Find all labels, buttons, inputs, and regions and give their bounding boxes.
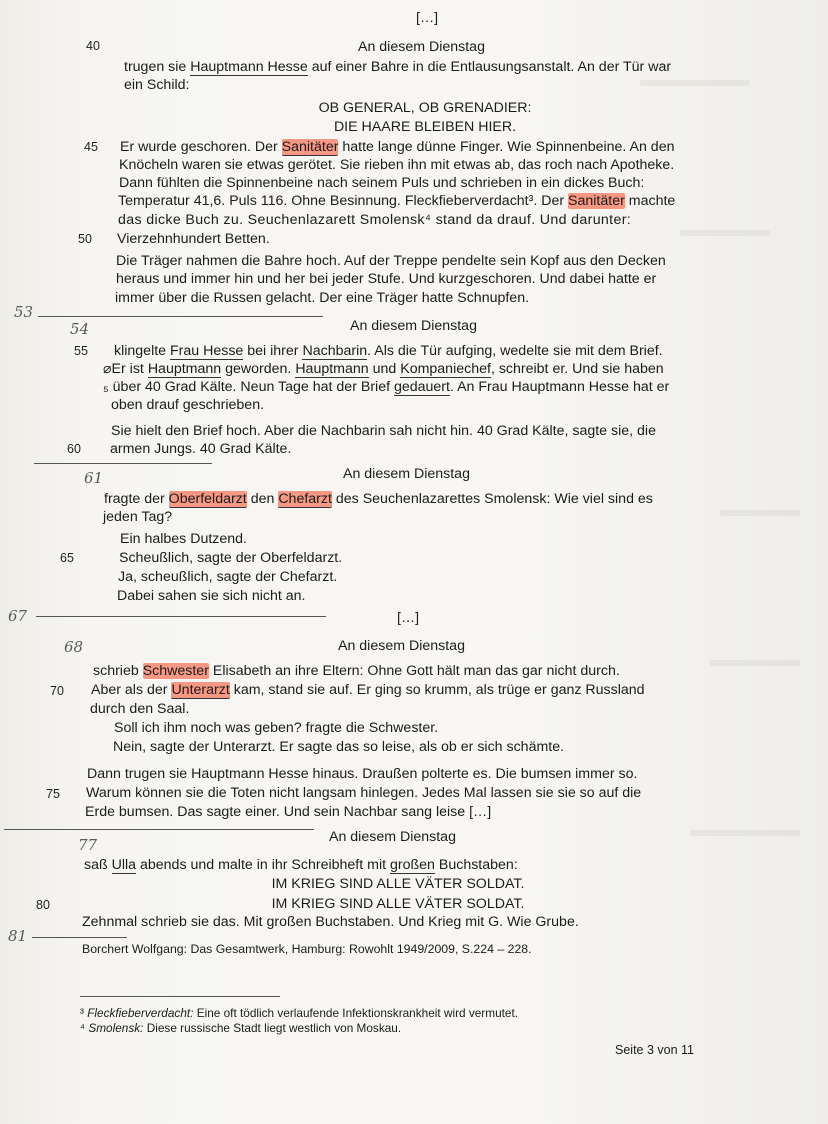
text-line: Aber als der Unterarzt kam, stand sie auf. Er ging so krumm, als trüge er ganz Russland [91,682,645,698]
sign-line: IM KRIEG SIND ALLE VÄTER SOLDAT. [271,896,525,912]
text-line: Knöcheln waren sie etwas gerötet. Sie rieben ihn mit etwas ab, das roch nach Apotheke. [119,157,675,173]
underline-mark: Hauptmann Hesse [190,59,308,75]
text-line: ein Schild: [124,77,190,93]
underline-mark: gedauert [393,379,450,395]
text-line: Nein, sagte der Unterarzt. Er sagte das so leise, als ob er sich schämte. [113,739,565,755]
text-line: Soll ich ihm noch was geben? fragte die Schwester. [114,720,439,736]
text-line: saß Ulla abends und malte in ihr Schreibheft mit großen Buchstaben: [84,857,518,873]
ellipsis-mid: […] [397,610,420,626]
footnote-divider [80,996,280,997]
text-line: Er wurde geschoren. Der Sanitäter hatte lange dünne Finger. Wie Spinnenbeine. An den [120,139,675,155]
line-number: 70 [50,684,64,698]
text-line: klingelte Frau Hesse bei ihrer Nachbarin. Als die Tür aufging, wedelte sie mit dem Brief. [114,343,663,359]
divider-line [4,829,314,830]
line-number: 75 [46,787,60,801]
text-line: Dann trugen sie Hauptmann Hesse hinaus. Draußen polterte es. Die bumsen immer so. [87,766,638,782]
text-line: oben drauf geschrieben. [111,397,265,413]
page-number: Seite 3 von 11 [615,1043,694,1057]
handwritten-line-number: 81 [8,927,28,945]
section-heading: An diesem Dienstag [350,318,477,334]
text-line: durch den Saal. [90,701,190,717]
line-number: 55 [74,344,88,358]
text-line: ₅ über 40 Grad Kälte. Neun Tage hat der Brief gedauert. An Frau Hauptmann Hesse hat er [103,379,670,395]
text-line: Die Träger nahmen die Bahre hoch. Auf der Treppe pendelte sein Kopf aus den Decken [116,253,666,269]
footnote: ⁴ Smolensk: Diese russische Stadt liegt westlich von Moskau. [80,1021,402,1035]
underline-mark: großen [389,857,435,873]
ellipsis-top: […] [416,10,439,26]
bleed-through-line [680,230,770,236]
text-line: heraus und immer hin und her bei jeder Stufe. Und kurzgeschoren. Und dabei hatte er [116,271,657,287]
handwritten-line-number: 67 [8,607,28,625]
sign-line: IM KRIEG SIND ALLE VÄTER SOLDAT. [271,876,525,892]
text-line: Zehnmal schrieb sie das. Mit großen Buchstaben. Und Krieg mit G. Wie Grube. [82,914,579,930]
line-number: 80 [36,898,50,912]
text-line: Scheußlich, sagte der Oberfeldarzt. [119,550,343,566]
bleed-through-line [640,80,750,86]
text-line: armen Jungs. 40 Grad Kälte. [110,441,292,457]
text-line: Sie hielt den Brief hoch. Aber die Nachbarin sah nicht hin. 40 Grad Kälte, sagte sie, die [111,423,656,439]
highlight-mark: Schwester [142,663,209,679]
text-line: fragte der Oberfeldarzt den Chefarzt des Seuchenlazarettes Smolensk: Wie viel sind es [104,491,653,507]
handwritten-line-number: 54 [70,320,90,338]
handwritten-line-number: 53 [14,303,34,321]
underline-mark: Kompaniechef [400,361,491,377]
text-line: Vierzehnhundert Betten. [117,231,270,247]
underline-mark: Frau Hesse [170,343,244,359]
line-number: 45 [84,140,98,154]
underline-mark: Nachbarin [302,343,368,359]
handwritten-line-number: 77 [78,836,98,854]
bleed-through-line [720,510,800,516]
sign-line: OB GENERAL, OB GRENADIER: [318,100,532,116]
section-heading: An diesem Dienstag [358,39,485,55]
divider-line [36,616,326,617]
highlight-mark: Oberfeldarzt [168,491,247,507]
text-line: immer über die Russen gelacht. Der eine Träger hatte Schnupfen. [115,290,530,306]
divider-line [34,463,212,464]
section-heading: An diesem Dienstag [329,829,456,845]
sign-line: DIE HAARE BLEIBEN HIER. [333,119,517,135]
divider-line [32,937,127,938]
text-line: trugen sie Hauptmann Hesse auf einer Bahre in die Entlausungsanstalt. An der Tür war [124,59,672,75]
source-citation: Borchert Wolfgang: Das Gesamtwerk, Hamburg: Rowohlt 1949/2009, S.224 – 228. [82,942,532,956]
text-line: Erde bumsen. Das sagte einer. Und sein Nachbar sang leise […] [85,804,492,820]
underline-mark: Ulla [111,857,137,873]
divider-line [38,316,323,317]
text-line: ⌀Er ist Hauptmann geworden. Hauptmann und Kompaniechef, schreibt er. Und sie haben [103,361,664,377]
handwritten-line-number: 61 [84,469,104,487]
line-number: 65 [60,551,74,565]
text-line: Dabei sahen sie sich nicht an. [117,588,306,604]
highlight-mark: Sanitäter [281,139,339,155]
line-number: 60 [67,442,81,456]
line-number: 40 [86,39,100,53]
line-number: 50 [78,232,92,246]
footnote: ³ Fleckfieberverdacht: Eine oft tödlich verlaufende Infektionskrankheit wird vermutet. [80,1006,519,1020]
text-line: Temperatur 41,6. Puls 116. Ohne Besinnung. Fleckfieberverdacht³. Der Sanitäter machte [118,193,676,209]
text-line: Ja, scheußlich, sagte der Chefarzt. [118,569,338,585]
bleed-through-line [690,830,800,836]
text-line: schrieb Schwester Elisabeth an ihre Eltern: Ohne Gott hält man das gar nicht durch. [93,663,620,679]
text-line: Warum können sie die Toten nicht langsam hinlegen. Jedes Mal lassen sie sie so auf die [86,785,642,801]
underline-mark: Hauptmann [295,361,369,377]
underline-mark: Hauptmann [147,361,222,377]
section-heading: An diesem Dienstag [338,638,465,654]
text-line: Dann fühlten die Spinnenbeine nach seinem Puls und schrieben in ein dickes Buch: [119,175,645,191]
text-line: das dicke Buch zu. Seuchenlazarett Smolensk⁴ stand da drauf. Und darunter: [118,212,632,228]
highlight-mark: Chefarzt [278,491,332,507]
text-line: jeden Tag? [103,509,173,525]
text-line: Ein halbes Dutzend. [120,531,247,547]
section-heading: An diesem Dienstag [343,466,470,482]
highlight-mark: Sanitäter [568,193,625,209]
highlight-mark: Unterarzt [171,682,230,698]
bleed-through-line [710,660,800,666]
handwritten-line-number: 68 [64,638,84,656]
